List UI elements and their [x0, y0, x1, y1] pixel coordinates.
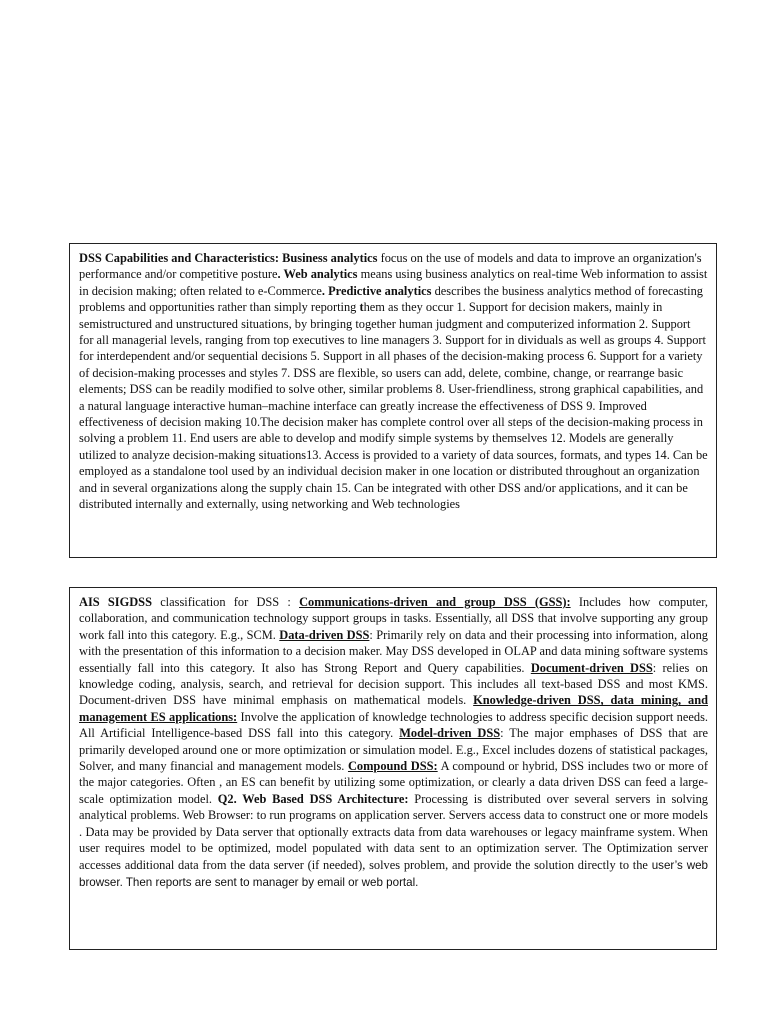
classification-box	[69, 587, 717, 950]
heading-q2-web-based-dss: Q2. Web Based DSS Architecture:	[217, 791, 409, 806]
heading-communications-driven: Communications-driven and group DSS (GSS):	[299, 595, 571, 609]
term-predictive-analytics: . Predictive analytics	[321, 283, 432, 298]
text-segment: Involve the application of knowledge technologies to address specific decision support needs. All Artificial Intelligence-based DSS fall into this category.	[79, 709, 708, 741]
heading-compound: Compound DSS:	[347, 759, 438, 774]
text-segment: means using business analytics on real-time Web information to assist in decision making; often related to e-Commerce	[79, 267, 708, 298]
text-segment: : relies on knowledge coding, analysis, search, and retrieval for decision support. This includes all text-based DSS and most KMS. Document-driven DSS have minimal emphasis on mathematical models.	[79, 660, 708, 708]
text-segment: classification for DSS :	[151, 595, 300, 609]
text-segment: hem as they occur 1. Support for decision makers, mainly in semistructured and unstructured situations, by bringing together human judgment and computerized information 2. Support for all managerial levels, ranging from top executives to line managers 3. Support for in dividuals as well as groups 4. Support for interdependent and/or sequential decisions 5. Support in all phases of the decision-making process 6. Support for a variety of decision-making processes and styles 7. DSS are flexible, so users can add, delete, combine, change, or rearrange basic elements; DSS can be readily modified to solve other, similar problems 8. User-friendliness, strong graphical capabilities, and a natural language interactive human–machine interface can greatly increase the effectiveness of DSS 9. Improved effectiveness of decision making 10.The decision maker has complete control over all steps of the decision-making process in solving a problem 11. End users are able to develop and modify simple systems by themselves 12. Models are generally utilized to analyze decision-making situations13. Access is provided to a variety of data sources, formats, and types 14. Can be employed as a standalone tool used by an individual decision maker in one location or distributed throughout an organization and in several organizations along the supply chain 15. Can be integrated with other DSS and/or applications, and it can be distributed internally and externally, using networking and Web technologies	[79, 300, 708, 512]
text-segment: : The major emphases of DSS that are primarily developed around one or more optimization or simulation model. E.g., Excel includes dozens of statistical packages, Solver, and many financial and management models.	[79, 726, 708, 774]
heading-knowledge-driven: Knowledge-driven DSS, data mining, and management ES applications:	[79, 693, 708, 724]
capabilities-heading: DSS Capabilities and Characteristics:	[79, 251, 279, 265]
text-segment: describes the business analytics method of forecasting problems and opportunities rather than simply reporting	[79, 283, 703, 315]
text-segment-bold-t: t	[359, 300, 364, 315]
term-web-analytics: . Web analytics	[277, 267, 358, 282]
text-segment: Includes how computer, collaboration, and communication technology support groups in tasks. Essentially, all DSS that involve supporting any group work fall into this category. E.g., SCM.	[79, 595, 708, 642]
heading-model-driven: Model-driven DSS	[399, 726, 501, 741]
text-segment-final: user’s web browser. Then reports are sent to manager by email or web portal.	[79, 858, 708, 889]
text-segment: focus on the use of models and data to improve an organization's performance and/or competitive posture	[79, 251, 702, 282]
heading-document-driven: Document-driven DSS	[530, 660, 653, 675]
text-segment: Processing is distributed over several servers in solving analytical problems. Web Browser: to run programs on application server. Servers access data to construct one or more models . Data may be provided by Data server that optionally extracts data from data warehouses or legacy mainframe system. When user requires model to be optimized, model populated with data sent to an optimization server. The Optimization server accesses additional data from the data server (if needed), solves problem, and provide the solution directly to the	[79, 791, 708, 872]
classification-paragraph	[79, 594, 708, 891]
capabilities-paragraph	[79, 250, 708, 513]
capabilities-box	[69, 243, 717, 558]
text-segment: : Primarily rely on data and their processing into information, along with the presentation of this information to a decision maker. May DSS developed in OLAP and data mining software systems essentially fall into this category. It also has Strong Report and Query capabilities.	[79, 627, 708, 675]
text-segment: A compound or hybrid, DSS includes two or more of the major categories. Often , an ES can benefit by utilizing some optimization, or clearly a data driven DSS can feed a large-scale optimization model.	[79, 759, 708, 806]
term-business-analytics: Business analytics	[282, 251, 378, 265]
lead-ais-sigdss: AIS SIGDSS	[79, 595, 152, 609]
heading-data-driven: Data-driven DSS	[279, 627, 370, 642]
